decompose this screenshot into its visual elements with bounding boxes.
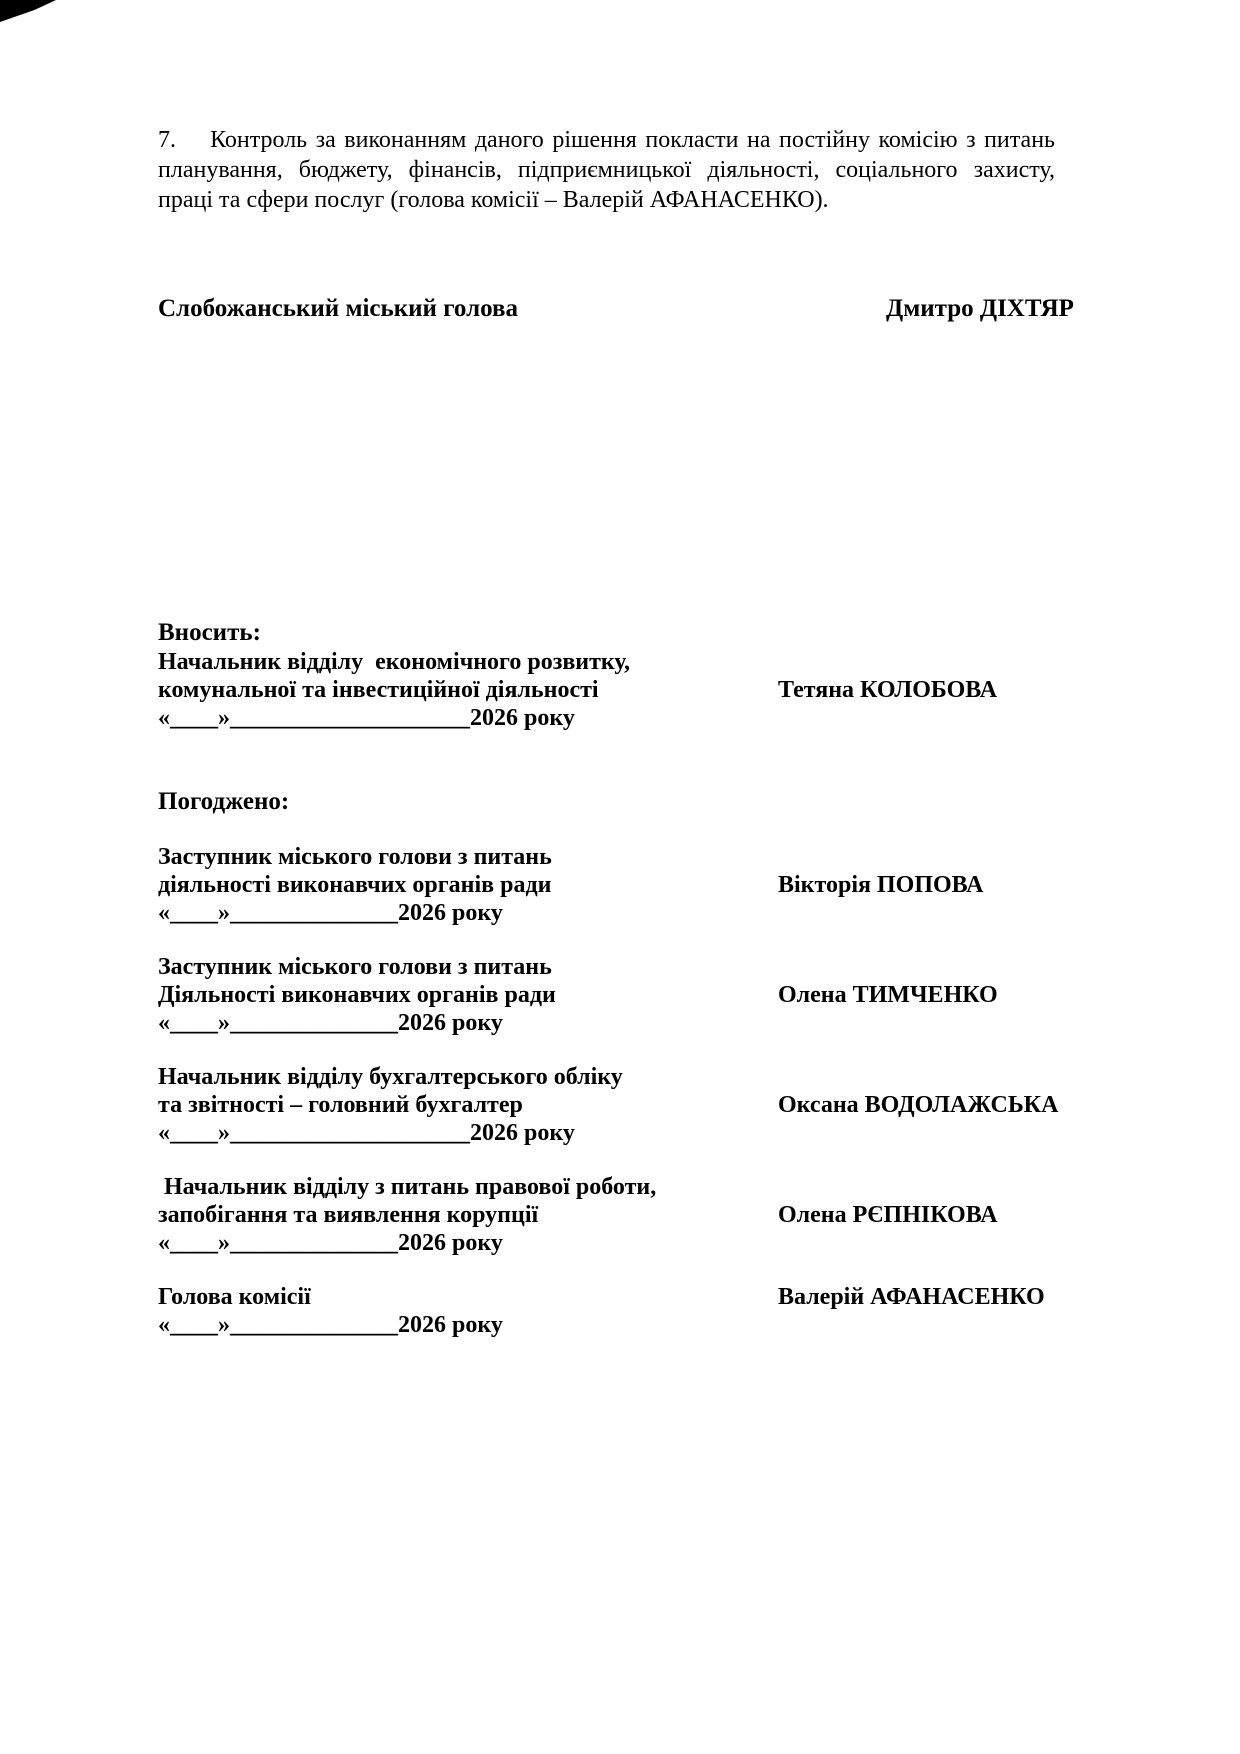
sig-date-line: «____»______________2026 року [158, 1230, 503, 1256]
sig-position-line: Начальник відділу економічного розвитку, [158, 649, 631, 675]
signature-block-deputy-1 [158, 843, 1055, 927]
sig-position-line: Заступник міського голови з питань [158, 844, 552, 870]
sig-position-line: Заступник міського голови з питань [158, 954, 552, 980]
sig-name: Вікторія ПОПОВА [778, 872, 984, 898]
sig-position-line: запобігання та виявлення корупції [158, 1202, 539, 1228]
sig-date-line: «____»____________________2026 року [158, 1120, 575, 1146]
paragraph-7-control-clause: 7. Контроль за виконанням даного рішення покласти на постійну комісію з питань планування, бюджету, фінансів, підприємницької діяльності, соціального захисту, праці та сфери послуг (голова комісії – Валерій АФАНАСЕНКО). [158, 127, 1055, 213]
sig-position-line: Діяльності виконавчих органів ради [158, 982, 556, 1008]
approved-heading: Погоджено: [158, 788, 290, 815]
sig-date-line: «____»______________2026 року [158, 900, 503, 926]
sig-name: Олена ТИМЧЕНКО [778, 982, 998, 1008]
sig-name: Олена РЄПНІКОВА [778, 1202, 998, 1228]
sig-position-line: Начальник відділу з питань правової роботи, [158, 1174, 657, 1200]
signature-block-legal [158, 1173, 1055, 1257]
sig-name: Валерій АФАНАСЕНКО [778, 1284, 1045, 1310]
submits-heading: Вносить: [158, 619, 261, 646]
signature-block-economy [158, 648, 1055, 732]
sig-date-line: «____»____________________2026 року [158, 705, 575, 731]
sig-name: Оксана ВОДОЛАЖСЬКА [778, 1092, 1059, 1118]
signature-block-accounting [158, 1063, 1059, 1147]
signature-block-deputy-2 [158, 953, 1055, 1037]
scan-corner-artifact [0, 0, 56, 22]
sig-position-line: комунальної та інвестиційної діяльності [158, 677, 599, 703]
mayor-signature-row [158, 295, 1074, 323]
sig-position-line: Голова комісії [158, 1284, 311, 1310]
sig-position-line: Начальник відділу бухгалтерського обліку [158, 1064, 623, 1090]
signature-block-commission-head [158, 1283, 1055, 1339]
sig-position-line: та звітності – головний бухгалтер [158, 1092, 523, 1118]
mayor-name: Дмитро ДІХТЯР [886, 295, 1074, 322]
sig-date-line: «____»______________2026 року [158, 1312, 503, 1338]
mayor-title: Слобожанський міський голова [158, 295, 518, 322]
sig-name: Тетяна КОЛОБОВА [778, 677, 998, 703]
sig-date-line: «____»______________2026 року [158, 1010, 503, 1036]
sig-position-line: діяльності виконавчих органів ради [158, 872, 552, 898]
